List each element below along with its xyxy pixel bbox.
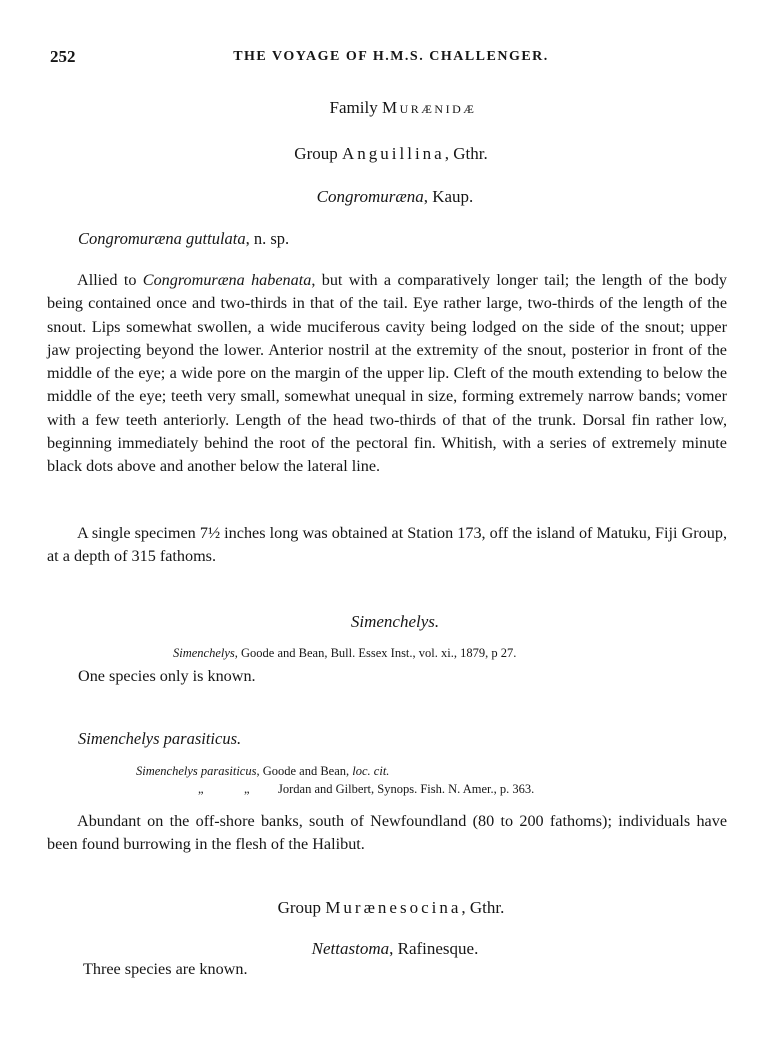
genus-name: Congromuræna — [316, 187, 424, 206]
group-authority: , Gthr. — [461, 898, 505, 917]
synonym-text: , Goode and Bean, — [256, 764, 353, 778]
species-description-parasiticus: Abundant on the off-shore banks, south of Newfoundland (80 to 200 fathoms); individuals have been found burrowing in the flesh of the Halibut. — [47, 812, 727, 854]
family-label: Family — [329, 98, 378, 117]
synonym-citation: loc. cit. — [352, 764, 390, 778]
running-title: THE VOYAGE OF H.M.S. CHALLENGER. — [233, 49, 549, 64]
synonymy-line — [136, 764, 389, 779]
ditto-mark: „ — [244, 782, 250, 796]
species-name: Simenchelys parasiticus. — [78, 729, 242, 748]
genus-note: One species only is known. — [78, 667, 256, 685]
group-label: Group — [294, 144, 338, 163]
genus-heading-simenchelys — [0, 612, 776, 632]
synonym-text: Jordan and Gilbert, Synops. Fish. N. Amer., p. 363. — [278, 782, 535, 796]
group-authority: , Gthr. — [444, 144, 488, 163]
group-name: Murænesocina — [325, 898, 462, 917]
group-heading-muraenesocina — [0, 898, 776, 918]
genus-note: Three species are known. — [83, 960, 248, 978]
genus-authority: , Kaup. — [423, 187, 474, 206]
description-text: , but with a comparatively longer tail; the length of the body being contained once and two-thirds in that of the tail. Eye rather large, two-thirds of the length of the snout. Lips somewhat swollen, a wide muciferous cavity being lodged on the side of the snout; upper jaw projecting beyond the lower. Anterior nostril at the extremity of the snout, posterior in front of the middle of the eye; a wide pore on the margin of the upper lip. Cleft of the mouth extending to below the middle of the eye; teeth very small, somewhat unequal in size, forming extremely narrow bands; vomer with a few teeth anteriorly. Length of the head two-thirds of that of the trunk. Dorsal fin rather low, beginning immediately behind the root of the pectoral fin. Whitish, with a series of extremely minute black dots above and another below the lateral line. — [47, 271, 727, 476]
reference-text: , Goode and Bean, Bull. Essex Inst., vol. xi., 1879, p 27. — [234, 646, 517, 660]
family-name: Murænidæ — [381, 98, 477, 117]
specimen-text-before: A single specimen 7 — [77, 524, 208, 542]
group-heading-anguillina — [0, 144, 776, 164]
family-heading — [0, 98, 776, 118]
specimen-text-after: inches long was obtained at Station 173, off the island of Matuku, Fiji Group, at a depth of 315 fathoms. — [47, 524, 727, 566]
genus-heading-congromuraena — [0, 187, 776, 207]
specimen-fraction: ½ — [207, 524, 221, 542]
reference-genus: Simenchelys — [173, 646, 235, 660]
genus-heading-nettastoma — [0, 939, 776, 959]
description-lead: Allied to — [77, 271, 143, 289]
species-heading-parasiticus — [78, 729, 241, 749]
description-italic-name: Congromuræna habenata — [142, 271, 312, 289]
ditto-mark: „ — [198, 782, 204, 796]
genus-reference — [173, 646, 516, 661]
synonymy-line — [198, 782, 534, 797]
species-heading-guttulata — [78, 229, 289, 249]
species-note: , n. sp. — [245, 229, 290, 248]
group-label: Group — [277, 898, 322, 917]
genus-name: Nettastoma — [311, 939, 390, 958]
group-name: Anguillina — [342, 144, 445, 163]
specimen-record — [47, 522, 727, 569]
synonym-name: Simenchelys parasiticus — [136, 764, 257, 778]
genus-authority: , Rafinesque. — [389, 939, 479, 958]
species-name: Congromuræna guttulata — [78, 229, 246, 248]
page-number: 252 — [50, 47, 76, 66]
species-description — [47, 269, 727, 479]
genus-name: Simenchelys. — [350, 612, 440, 631]
